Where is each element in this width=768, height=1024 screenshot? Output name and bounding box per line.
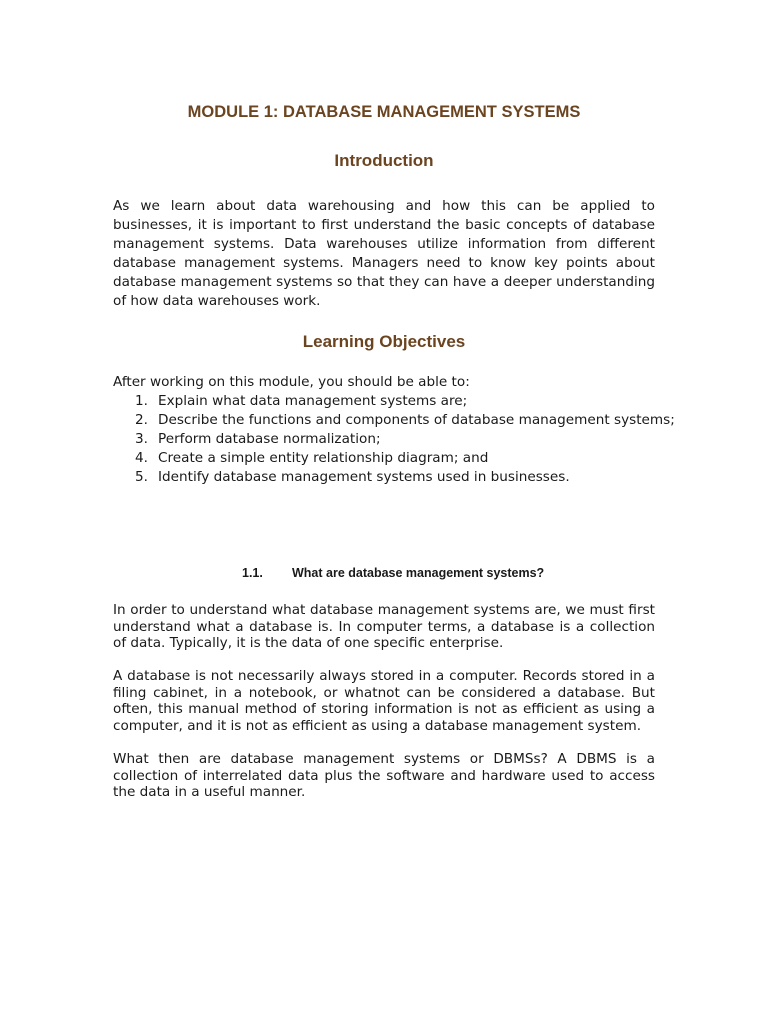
subsection-title: What are database management systems? [292,566,545,580]
introduction-paragraph: As we learn about data warehousing and how this can be applied to businesses, it is important to first understand the basic concepts of database management systems. Data warehouses utilize information from different database management systems. Managers need to know key points about database management systems so that they can have a deeper understanding of how data warehouses work. [113,198,655,309]
body-paragraph: A database is not necessarily always stored in a computer. Records stored in a filing cabinet, in a notebook, or whatnot can be considered a database. But often, this manual method of storing information is not as efficient as using a computer, and it is not as efficient as using a database management system. [113,668,655,734]
list-item-text: Perform database normalization; [158,431,381,447]
list-item [113,449,675,468]
introduction-heading: Introduction [334,151,434,170]
list-item-text: Create a simple entity relationship diagram; and [158,450,489,466]
list-item-text: Explain what data management systems are; [158,393,468,409]
list-item-number: 1. [135,393,148,409]
list-item [113,430,675,449]
list-item [113,392,675,411]
list-item-text: Identify database management systems used in businesses. [158,469,570,485]
list-item-number: 5. [135,469,148,485]
list-item [113,468,675,487]
learning-objectives-heading: Learning Objectives [302,332,466,351]
list-item-number: 2. [135,412,148,428]
list-item-text: Describe the functions and components of database management systems; [158,412,675,428]
body-paragraph: What then are database management systems or DBMSs? A DBMS is a collection of interrelated data plus the software and hardware used to access the data in a useful manner. [113,751,655,800]
subsection-heading [242,566,544,580]
objectives-lead-text: After working on this module, you should be able to: [113,374,470,390]
list-item-number: 3. [135,431,148,447]
body-paragraph: In order to understand what database management systems are, we must first understand what a database is. In computer terms, a database is a collection of data. Typically, it is the data of one specific enterprise. [113,602,655,651]
list-item-number: 4. [135,450,148,466]
list-item [113,411,675,430]
subsection-number: 1.1. [242,566,263,580]
module-title: MODULE 1: DATABASE MANAGEMENT SYSTEMS [187,103,581,121]
objectives-list [113,392,675,487]
